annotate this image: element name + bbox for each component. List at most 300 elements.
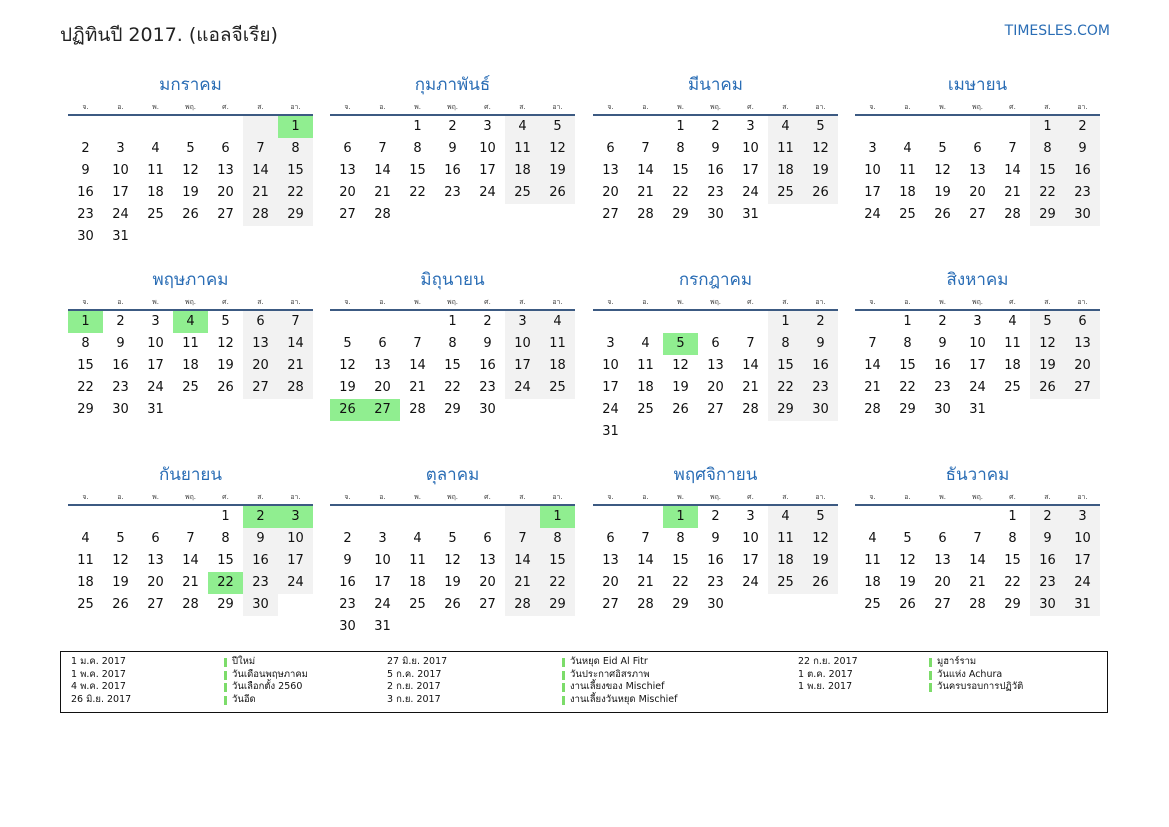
weekday-label: อ. (642, 298, 649, 306)
day-cell: 13 (602, 163, 619, 178)
weekday-label: อ. (642, 493, 649, 501)
month-name: เมษายน (947, 75, 1008, 95)
day-cell: 27 (243, 377, 278, 399)
day-cell: 7 (868, 336, 877, 351)
day-cell: 15 (540, 550, 575, 572)
day-cell: 11 (409, 553, 426, 568)
day-cell: 1 (413, 119, 422, 134)
day-cell: 12 (672, 358, 689, 373)
day-cell: 22 (540, 572, 575, 594)
holiday-legend (60, 651, 1108, 713)
day-cell: 8 (768, 333, 803, 355)
day-cell: 19 (934, 185, 951, 200)
day-cell: 4 (81, 531, 90, 546)
weekday-label: อา. (1077, 298, 1088, 306)
day-cell: 11 (182, 336, 199, 351)
legend-marker (562, 683, 565, 692)
weekday-label: อา. (815, 493, 826, 501)
day-cell: 8 (1030, 138, 1065, 160)
day-cell: 21 (505, 572, 540, 594)
day-cell: 6 (221, 141, 230, 156)
day-cell: 19 (672, 380, 689, 395)
day-cell: 11 (147, 163, 164, 178)
legend-marker (562, 696, 565, 705)
empty-cell (663, 311, 698, 333)
weekday-header (855, 490, 1100, 506)
month-block (330, 70, 575, 226)
day-cell: 27 (934, 597, 951, 612)
day-cell: 7 (746, 336, 755, 351)
day-cell: 15 (444, 358, 461, 373)
weekday-label: พ. (677, 103, 684, 111)
weekday-label: พฤ. (446, 493, 459, 501)
day-cell: 23 (444, 185, 461, 200)
day-cell: 14 (409, 358, 426, 373)
day-cell: 23 (1065, 182, 1100, 204)
day-cell: 17 (742, 553, 759, 568)
day-cell: 21 (278, 355, 313, 377)
weekday-label: ส. (257, 103, 264, 111)
day-cell: 20 (374, 380, 391, 395)
day-cell: 25 (409, 597, 426, 612)
day-cell: 11 (768, 138, 803, 160)
weekday-label: พฤ. (446, 298, 459, 306)
weekday-header (330, 295, 575, 311)
day-cell: 23 (243, 572, 278, 594)
day-cell: 11 (505, 138, 540, 160)
weekday-label: ศ. (222, 298, 229, 306)
day-cell: 16 (803, 355, 838, 377)
day-cell: 2 (803, 311, 838, 333)
weekday-label: จ. (344, 298, 351, 306)
holiday-day: 22 (208, 572, 243, 594)
weekday-label: พ. (414, 493, 421, 501)
day-cell: 11 (1004, 336, 1021, 351)
day-cell: 3 (483, 119, 492, 134)
weekday-label: พ. (414, 103, 421, 111)
weekday-label: พฤ. (184, 103, 197, 111)
day-cell: 24 (112, 207, 129, 222)
day-cell: 24 (742, 185, 759, 200)
legend-date: 2 ก.ย. 2017 (387, 681, 441, 692)
weekday-label: พ. (152, 103, 159, 111)
legend-holiday-name: วันเดือนพฤษภาคม (232, 668, 308, 680)
holiday-day: 1 (663, 506, 698, 528)
weekday-label: อา. (1077, 493, 1088, 501)
month-name: สิงหาคม (946, 270, 1009, 290)
day-cell: 26 (540, 182, 575, 204)
weekday-header (68, 295, 313, 311)
day-cell: 21 (637, 185, 654, 200)
day-cell: 13 (1065, 333, 1100, 355)
day-cell: 23 (339, 597, 356, 612)
empty-cell (68, 506, 103, 528)
day-cell: 27 (147, 597, 164, 612)
day-cell: 16 (934, 358, 951, 373)
weekday-label: อ. (379, 298, 386, 306)
weekday-label: พฤ. (971, 103, 984, 111)
day-cell: 23 (803, 377, 838, 399)
day-cell: 29 (899, 402, 916, 417)
empty-cell (855, 116, 890, 138)
day-cell: 8 (540, 528, 575, 550)
day-cell: 16 (707, 163, 724, 178)
day-cell: 21 (409, 380, 426, 395)
day-cell: 2 (116, 314, 125, 329)
day-cell: 27 (339, 207, 356, 222)
empty-cell (593, 506, 628, 528)
day-cell: 3 (606, 336, 615, 351)
day-cell: 13 (374, 358, 391, 373)
weekday-label: อา. (1077, 103, 1088, 111)
day-cell: 17 (278, 550, 313, 572)
empty-cell (208, 116, 243, 138)
day-cell: 14 (278, 333, 313, 355)
weekday-label: จ. (607, 493, 614, 501)
day-cell: 3 (973, 314, 982, 329)
legend-date: 27 มิ.ย. 2017 (387, 656, 448, 667)
weekday-label: จ. (82, 103, 89, 111)
day-cell: 25 (899, 207, 916, 222)
legend-marker (224, 671, 227, 680)
weekday-label: จ. (869, 298, 876, 306)
day-cell: 21 (1004, 185, 1021, 200)
weekday-label: ส. (519, 298, 526, 306)
day-grid (855, 506, 1100, 616)
day-cell: 12 (803, 138, 838, 160)
day-cell: 23 (707, 185, 724, 200)
empty-cell (400, 506, 435, 528)
day-cell: 4 (413, 531, 422, 546)
empty-cell (698, 311, 733, 333)
weekday-header (330, 100, 575, 116)
day-cell: 27 (969, 207, 986, 222)
day-cell: 19 (540, 160, 575, 182)
day-cell: 28 (864, 402, 881, 417)
day-cell: 19 (112, 575, 129, 590)
day-cell: 2 (711, 509, 720, 524)
day-cell: 20 (243, 355, 278, 377)
day-cell: 17 (602, 380, 619, 395)
day-cell: 12 (112, 553, 129, 568)
day-cell: 3 (868, 141, 877, 156)
day-cell: 22 (899, 380, 916, 395)
weekday-header (593, 295, 838, 311)
day-cell: 16 (243, 550, 278, 572)
day-cell: 29 (1030, 204, 1065, 226)
day-cell: 19 (444, 575, 461, 590)
day-cell: 7 (186, 531, 195, 546)
day-cell: 15 (409, 163, 426, 178)
day-cell: 10 (479, 141, 496, 156)
day-cell: 26 (803, 182, 838, 204)
empty-cell (330, 506, 365, 528)
day-cell: 25 (768, 572, 803, 594)
weekday-label: พ. (939, 493, 946, 501)
day-cell: 19 (803, 160, 838, 182)
day-cell: 6 (1065, 311, 1100, 333)
day-cell: 27 (217, 207, 234, 222)
weekday-label: อา. (552, 298, 563, 306)
legend-row (71, 656, 391, 669)
day-cell: 26 (899, 597, 916, 612)
weekday-label: อ. (904, 103, 911, 111)
empty-cell (733, 311, 768, 333)
legend-holiday-name: ปีใหม่ (232, 656, 256, 667)
day-cell: 28 (1004, 207, 1021, 222)
day-cell: 4 (868, 531, 877, 546)
day-cell: 31 (374, 619, 391, 634)
empty-cell (435, 506, 470, 528)
day-cell: 12 (899, 553, 916, 568)
day-cell: 7 (413, 336, 422, 351)
day-grid (855, 311, 1100, 421)
day-cell: 5 (903, 531, 912, 546)
month-name: พฤษภาคม (152, 270, 229, 290)
day-cell: 7 (278, 311, 313, 333)
empty-cell (330, 311, 365, 333)
day-cell: 15 (899, 358, 916, 373)
day-cell: 7 (641, 141, 650, 156)
day-cell: 18 (768, 550, 803, 572)
holiday-day: 4 (173, 311, 208, 333)
day-cell: 30 (479, 402, 496, 417)
day-cell: 12 (217, 336, 234, 351)
empty-cell (925, 116, 960, 138)
day-cell: 19 (1030, 355, 1065, 377)
legend-date: 4 พ.ค. 2017 (71, 681, 126, 692)
day-cell: 9 (1030, 528, 1065, 550)
day-cell: 18 (1004, 358, 1021, 373)
day-cell: 18 (899, 185, 916, 200)
day-cell: 24 (278, 572, 313, 594)
legend-date: 1 พ.ค. 2017 (71, 668, 126, 680)
day-cell: 10 (602, 358, 619, 373)
day-cell: 13 (602, 553, 619, 568)
day-cell: 5 (1030, 311, 1065, 333)
legend-row (798, 669, 1118, 682)
empty-cell (365, 116, 400, 138)
day-cell: 5 (938, 141, 947, 156)
day-cell: 24 (602, 402, 619, 417)
day-cell: 31 (112, 229, 129, 244)
day-cell: 4 (768, 506, 803, 528)
day-cell: 30 (243, 594, 278, 616)
day-cell: 1 (676, 119, 685, 134)
day-cell: 18 (540, 355, 575, 377)
day-cell: 10 (147, 336, 164, 351)
day-cell: 21 (374, 185, 391, 200)
day-cell: 30 (934, 402, 951, 417)
day-cell: 22 (1004, 575, 1021, 590)
empty-cell (400, 311, 435, 333)
day-cell: 22 (672, 575, 689, 590)
day-cell: 30 (1065, 204, 1100, 226)
day-cell: 3 (1065, 506, 1100, 528)
empty-cell (365, 311, 400, 333)
weekday-header (68, 490, 313, 506)
holiday-day: 1 (68, 311, 103, 333)
day-cell: 5 (186, 141, 195, 156)
day-cell: 13 (147, 553, 164, 568)
day-cell: 10 (742, 531, 759, 546)
weekday-label: ส. (782, 493, 789, 501)
weekday-label: อ. (642, 103, 649, 111)
day-cell: 12 (934, 163, 951, 178)
day-cell: 12 (1030, 333, 1065, 355)
day-cell: 25 (147, 207, 164, 222)
day-cell: 8 (221, 531, 230, 546)
day-cell: 19 (339, 380, 356, 395)
empty-cell (855, 506, 890, 528)
day-cell: 14 (864, 358, 881, 373)
day-cell: 25 (505, 182, 540, 204)
day-cell: 31 (742, 207, 759, 222)
day-cell: 5 (221, 314, 230, 329)
day-cell: 20 (934, 575, 951, 590)
empty-cell (628, 311, 663, 333)
day-cell: 21 (243, 182, 278, 204)
weekday-label: อา. (290, 298, 301, 306)
day-cell: 9 (81, 163, 90, 178)
legend-marker (562, 658, 565, 667)
weekday-label: อ. (117, 493, 124, 501)
day-cell: 12 (444, 553, 461, 568)
holiday-day: 1 (540, 506, 575, 528)
day-cell: 11 (768, 528, 803, 550)
weekday-label: พ. (152, 493, 159, 501)
weekday-label: อา. (815, 298, 826, 306)
weekday-label: ส. (257, 298, 264, 306)
day-cell: 24 (505, 377, 540, 399)
day-cell: 1 (1008, 509, 1017, 524)
day-cell: 20 (969, 185, 986, 200)
day-cell: 3 (746, 509, 755, 524)
day-cell: 20 (602, 575, 619, 590)
month-block (330, 265, 575, 421)
day-cell: 17 (147, 358, 164, 373)
day-cell: 13 (479, 553, 496, 568)
holiday-day: 27 (365, 399, 400, 421)
day-cell: 29 (217, 597, 234, 612)
day-cell: 30 (1030, 594, 1065, 616)
day-cell: 7 (243, 138, 278, 160)
legend-holiday-name: วันครบรอบการปฏิวัติ (937, 681, 1024, 692)
month-name: กุมภาพันธ์ (414, 75, 491, 95)
day-cell: 19 (899, 575, 916, 590)
legend-holiday-name: งานเลี้ยงวันหยุด Mischief (570, 693, 678, 705)
empty-cell (995, 116, 1030, 138)
day-cell: 9 (448, 141, 457, 156)
legend-date: 1 พ.ย. 2017 (798, 681, 853, 692)
day-cell: 6 (151, 531, 160, 546)
legend-row (71, 694, 391, 707)
day-cell: 6 (711, 336, 720, 351)
brand-link[interactable]: TIMESLES.COM (1004, 23, 1110, 39)
weekday-label: ศ. (747, 493, 754, 501)
legend-holiday-name: วันประกาศอิสรภาพ (570, 668, 650, 680)
day-cell: 24 (147, 380, 164, 395)
day-cell: 6 (606, 141, 615, 156)
holiday-day: 5 (663, 333, 698, 355)
legend-date: 5 ก.ค. 2017 (387, 668, 442, 680)
day-cell: 16 (444, 163, 461, 178)
day-cell: 8 (81, 336, 90, 351)
day-cell: 21 (742, 380, 759, 395)
weekday-header (330, 490, 575, 506)
day-cell: 4 (641, 336, 650, 351)
day-cell: 28 (742, 402, 759, 417)
day-cell: 26 (217, 380, 234, 395)
day-cell: 24 (479, 185, 496, 200)
weekday-label: พ. (152, 298, 159, 306)
day-cell: 16 (339, 575, 356, 590)
day-cell: 12 (339, 358, 356, 373)
day-cell: 16 (1065, 160, 1100, 182)
day-cell: 16 (112, 358, 129, 373)
day-cell: 22 (1030, 182, 1065, 204)
day-cell: 8 (448, 336, 457, 351)
day-cell: 21 (864, 380, 881, 395)
month-block (855, 265, 1100, 421)
day-cell: 11 (899, 163, 916, 178)
day-cell: 5 (540, 116, 575, 138)
day-cell: 26 (934, 207, 951, 222)
day-cell: 20 (707, 380, 724, 395)
day-cell: 27 (1065, 377, 1100, 399)
day-cell: 12 (803, 528, 838, 550)
weekday-label: ศ. (1009, 298, 1016, 306)
day-cell: 14 (505, 550, 540, 572)
day-cell: 25 (77, 597, 94, 612)
empty-cell (960, 116, 995, 138)
day-grid (68, 311, 313, 421)
empty-cell (960, 506, 995, 528)
day-cell: 29 (672, 207, 689, 222)
day-cell: 5 (116, 531, 125, 546)
day-cell: 23 (934, 380, 951, 395)
legend-row (71, 681, 391, 694)
day-cell: 15 (1030, 160, 1065, 182)
weekday-label: พ. (677, 493, 684, 501)
weekday-label: ศ. (1009, 493, 1016, 501)
day-cell: 17 (969, 358, 986, 373)
day-cell: 17 (112, 185, 129, 200)
day-cell: 27 (602, 207, 619, 222)
weekday-label: อ. (117, 103, 124, 111)
month-name: มิถุนายน (420, 270, 485, 290)
legend-row (387, 694, 707, 707)
day-cell: 29 (540, 594, 575, 616)
day-cell: 2 (1030, 506, 1065, 528)
weekday-header (855, 100, 1100, 116)
day-grid (593, 311, 838, 443)
holiday-day: 3 (278, 506, 313, 528)
weekday-label: พ. (939, 298, 946, 306)
day-cell: 11 (77, 553, 94, 568)
day-cell: 8 (903, 336, 912, 351)
day-cell: 20 (1065, 355, 1100, 377)
day-cell: 3 (116, 141, 125, 156)
day-cell: 20 (339, 185, 356, 200)
day-grid (68, 506, 313, 616)
day-cell: 18 (864, 575, 881, 590)
day-cell: 9 (938, 336, 947, 351)
day-cell: 16 (479, 358, 496, 373)
weekday-label: พ. (677, 298, 684, 306)
month-name: กรกฎาคม (678, 270, 753, 290)
day-cell: 10 (969, 336, 986, 351)
